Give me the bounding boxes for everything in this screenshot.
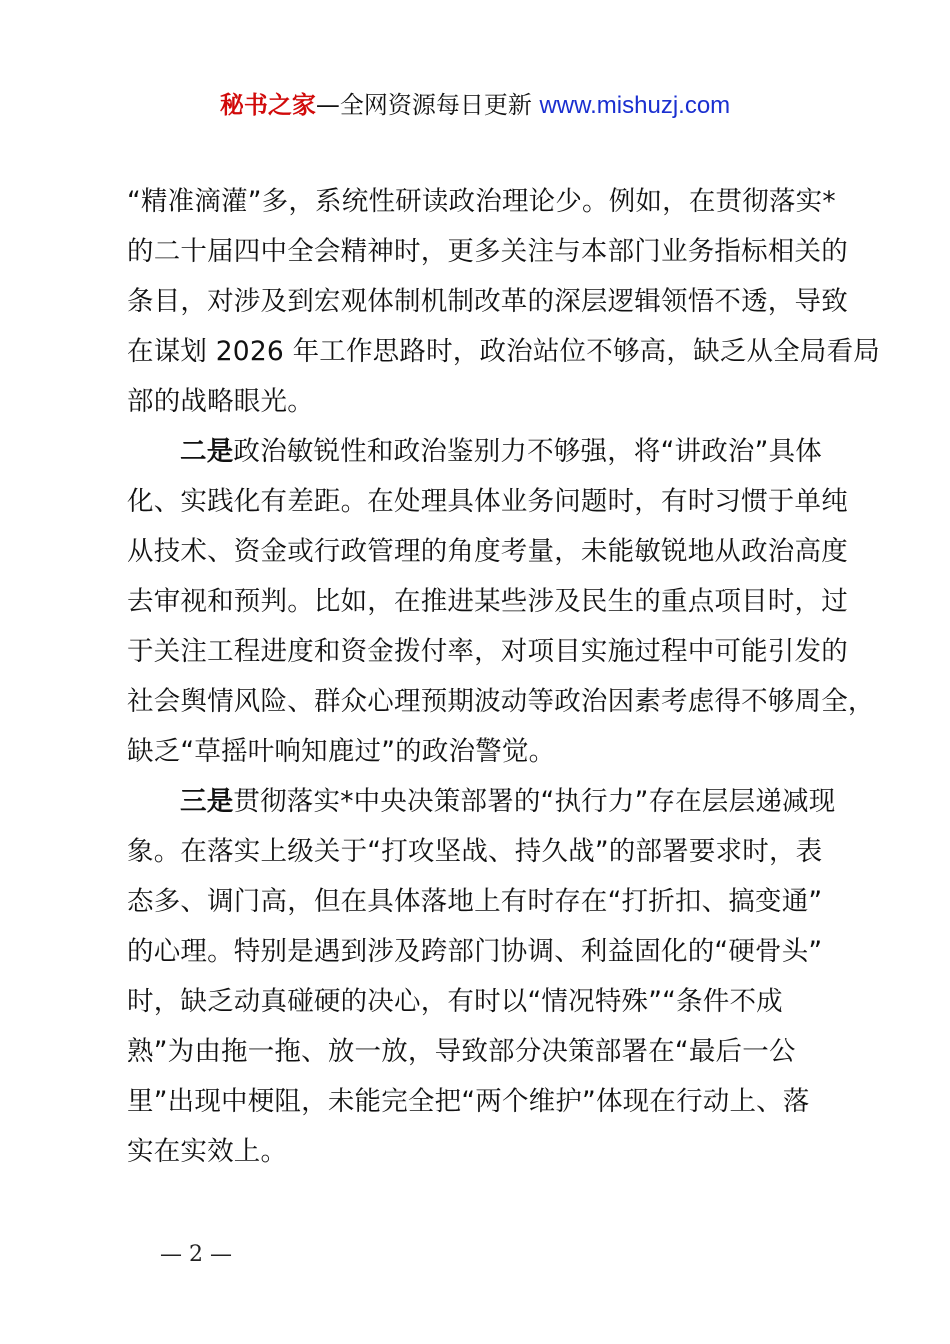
brand-name: 秘书之家	[219, 91, 316, 119]
text-line: 态多、调门高，但在具体落地上有时存在“打折扣、搞变通”	[127, 886, 823, 917]
text-line-content: 政治敏锐性和政治鉴别力不够强，将“讲政治”具体	[233, 436, 822, 467]
paragraph-1	[127, 177, 880, 427]
paragraph-lead: 二是	[180, 436, 234, 467]
text-line: 在谋划 2026 年工作思路时，政治站位不够高，缺乏从全局看局	[127, 336, 880, 367]
text-line: 社会舆情风险、群众心理预期波动等政治因素考虑得不够周全，	[127, 686, 875, 717]
text-line: 时，缺乏动真碰硬的决心，有时以“情况特殊”“条件不成	[127, 986, 783, 1017]
text-line: 象。在落实上级关于“打攻坚战、持久战”的部署要求时，表	[127, 836, 823, 867]
document-body	[127, 177, 880, 1177]
paragraph-3	[127, 777, 837, 1177]
text-line: 的二十届四中全会精神时，更多关注与本部门业务指标相关的	[127, 236, 848, 267]
text-line: 实在实效上。	[127, 1136, 288, 1167]
text-line: 于关注工程进度和资金拨付率，对项目实施过程中可能引发的	[127, 636, 848, 667]
text-line: 的心理。特别是遇到涉及跨部门协调、利益固化的“硬骨头”	[127, 936, 823, 967]
header-tagline: —全网资源每日更新	[315, 91, 540, 119]
watermark-header	[0, 88, 950, 123]
text-line	[127, 777, 837, 827]
text-line: 里”出现中梗阻，未能完全把“两个维护”体现在行动上、落	[127, 1086, 810, 1117]
text-line-content: 贯彻落实*中央决策部署的“执行力”存在层层递减现	[233, 786, 836, 817]
text-line	[127, 427, 837, 477]
paragraph-lead: 三是	[180, 786, 234, 817]
text-line: 熟”为由拖一拖、放一放，导致部分决策部署在“最后一公	[127, 1036, 796, 1067]
header-url[interactable]: www.mishuzj.com	[539, 92, 731, 119]
paragraph-2	[127, 427, 875, 777]
text-line: 条目，对涉及到宏观体制机制改革的深层逻辑领悟不透，导致	[127, 286, 848, 317]
text-line: 化、实践化有差距。在处理具体业务问题时，有时习惯于单纯	[127, 486, 848, 517]
page-number: — 2 —	[160, 1242, 232, 1267]
text-line: 缺乏“草摇叶响知鹿过”的政治警觉。	[127, 736, 556, 767]
text-line: 去审视和预判。比如，在推进某些涉及民生的重点项目时，过	[127, 586, 848, 617]
text-line: 从技术、资金或行政管理的角度考量，未能敏锐地从政治高度	[127, 536, 848, 567]
text-line: 部的战略眼光。	[127, 386, 314, 417]
text-line: “精准滴灌”多，系统性研读政治理论少。例如，在贯彻落实*	[127, 186, 836, 217]
